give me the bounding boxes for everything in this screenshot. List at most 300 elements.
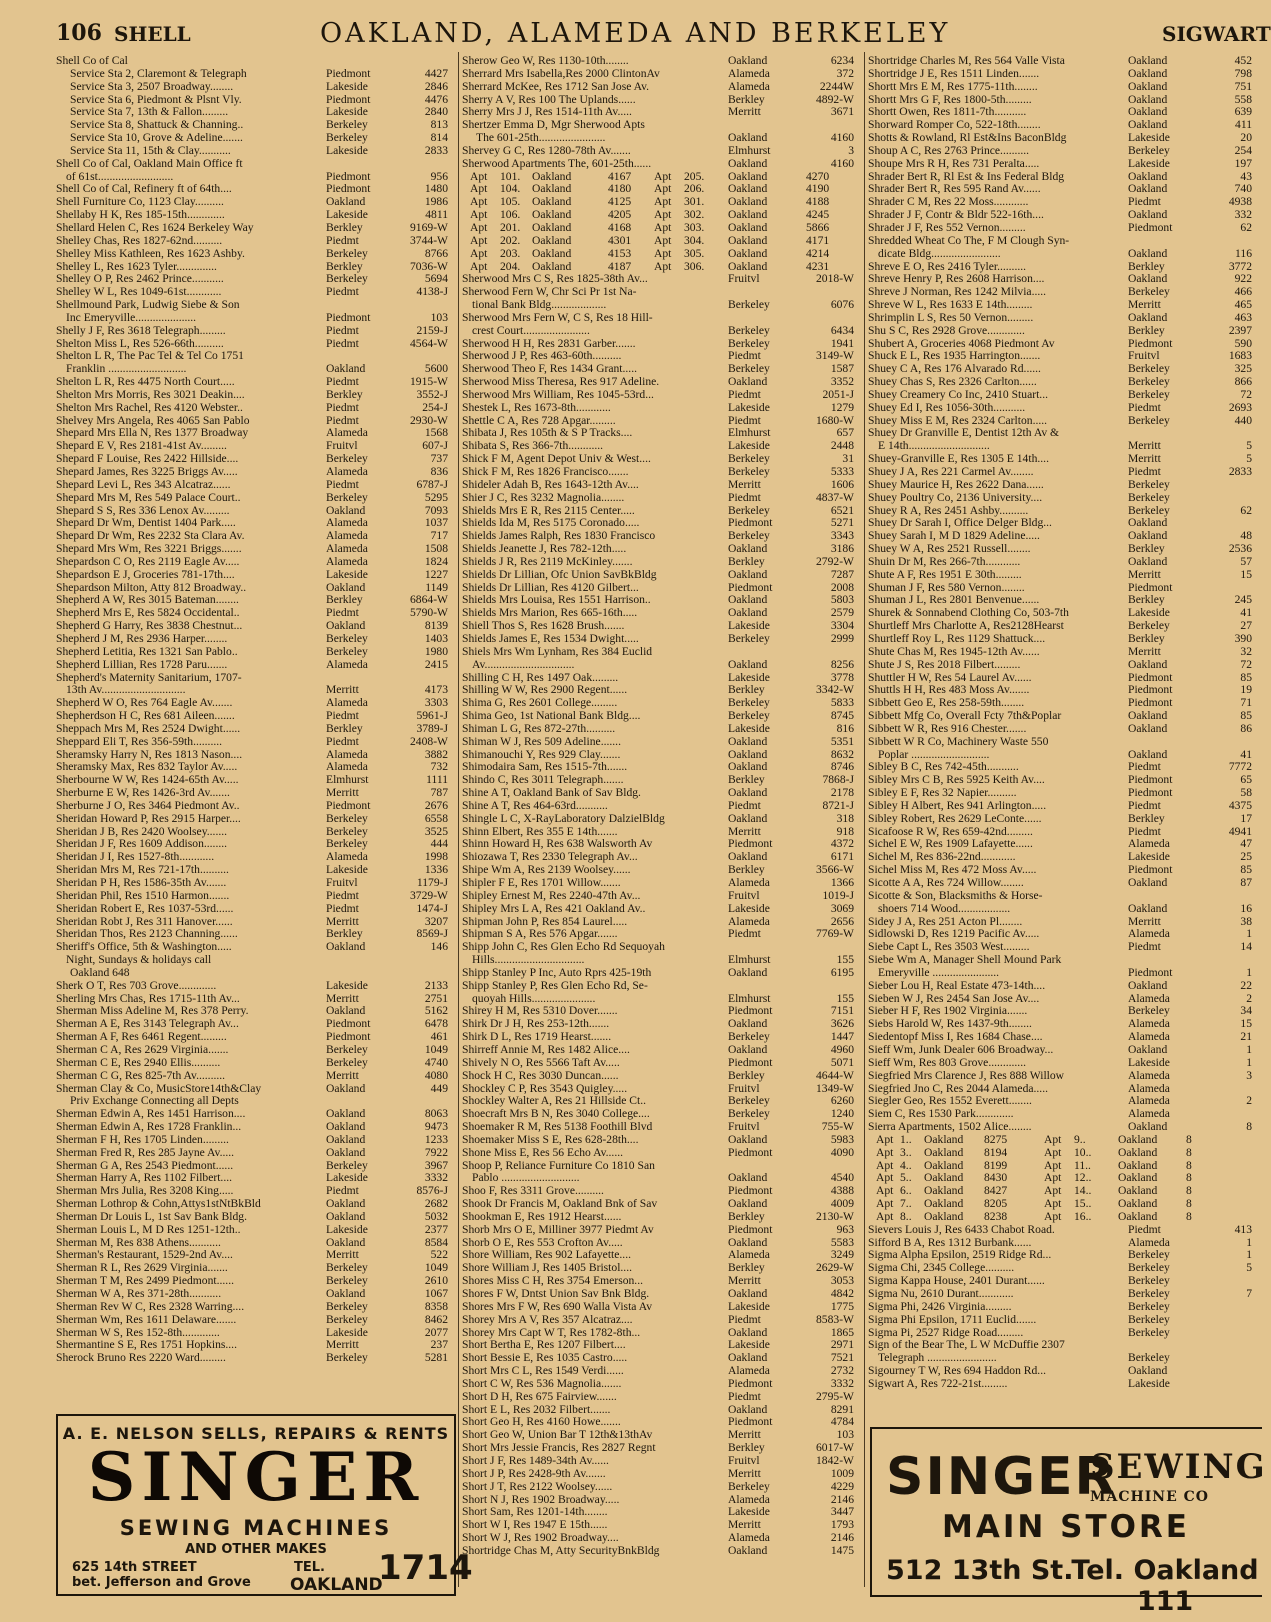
listing-number: 918 bbox=[836, 824, 854, 838]
apartment-cell: Oakland bbox=[924, 1197, 964, 1211]
listing-name: Sherman Wm, Res 1611 Delaware....... bbox=[56, 1312, 237, 1326]
listing-exchange: Berkley bbox=[1128, 631, 1165, 645]
listing-exchange: Oakland bbox=[1128, 554, 1168, 568]
listing-exchange: Fruitvl bbox=[728, 272, 760, 286]
apartment-row bbox=[462, 222, 860, 235]
listing-exchange: Berkeley bbox=[728, 696, 770, 710]
listing-number: 4811 bbox=[425, 208, 448, 222]
apartment-cell: Oakland bbox=[532, 195, 572, 209]
listing-exchange: Berkeley bbox=[326, 811, 368, 825]
listing-number: 5803 bbox=[830, 593, 854, 607]
listing-number: 3671 bbox=[830, 105, 854, 119]
listing-name: Shindo C, Res 3011 Telegraph....... bbox=[462, 773, 624, 787]
listing-number: 4476 bbox=[424, 92, 448, 106]
listing-exchange: Piedmt bbox=[728, 1389, 761, 1403]
listing-name: Shields Jeanette J, Res 782-12th..... bbox=[462, 542, 627, 556]
listing-name: Sherman Lothrop & Cohn,Attys1stNtBkBld bbox=[56, 1197, 261, 1211]
listing-number: 732 bbox=[430, 760, 448, 774]
listing-number: 2133 bbox=[424, 978, 448, 992]
listing-name: Shibata J, Res 105th & S P Tracks.... bbox=[462, 426, 633, 440]
listing-name: Shurek & Sonnabend Clothing Co, 503-7th bbox=[868, 606, 1069, 620]
apartment-cell: 8427 bbox=[984, 1184, 1008, 1198]
apartment-cell: 3.. bbox=[900, 1145, 912, 1159]
listing-name: Sherbourne W W, Res 1424-65th Av..... bbox=[56, 773, 239, 787]
listing-name: Shores Mrs F W, Res 690 Walla Vista Av bbox=[462, 1299, 652, 1313]
listing-name: Shick F M, Agent Depot Univ & West.... bbox=[462, 452, 651, 466]
listing-number: 15 bbox=[1240, 567, 1252, 581]
listing-exchange: Oakland bbox=[1128, 747, 1168, 761]
listing-row bbox=[868, 890, 1258, 903]
listing-exchange: Berkeley bbox=[1128, 1351, 1170, 1365]
listing-number: 19 bbox=[1240, 683, 1252, 697]
listing-row bbox=[462, 466, 860, 479]
listing-name: Sibley Robert, Res 2629 LeConte...... bbox=[868, 811, 1042, 825]
listing-name: Short Geo W, Union Bar T 12th&13thAv bbox=[462, 1428, 653, 1442]
listing-name: Shoecraft Mrs B N, Res 3040 College.... bbox=[462, 1107, 650, 1121]
listing-exchange: Oakland bbox=[728, 1132, 768, 1146]
listing-row bbox=[462, 980, 860, 993]
listing-name: Sherrard McKee, Res 1712 San Jose Av. bbox=[462, 79, 650, 93]
listing-row bbox=[56, 659, 454, 672]
listing-exchange: Alameda bbox=[1128, 1017, 1170, 1031]
listing-exchange: Oakland bbox=[728, 1325, 768, 1339]
directory-column-1 bbox=[56, 55, 454, 1365]
apartment-cell: Apt bbox=[876, 1158, 894, 1172]
listing-number: 1980 bbox=[424, 644, 448, 658]
listing-row bbox=[56, 903, 454, 916]
apartment-cell: 203. bbox=[500, 246, 521, 260]
listing-number: 85 bbox=[1240, 709, 1252, 723]
listing-exchange: Merritt bbox=[728, 477, 761, 491]
listing-number: 2795-W bbox=[816, 1389, 854, 1403]
page-title: OAKLAND, ALAMEDA AND BERKELEY bbox=[320, 18, 951, 49]
listing-exchange: Lakeside bbox=[728, 721, 770, 735]
listing-exchange: Merritt bbox=[326, 786, 359, 800]
listing-name: Sheridan Howard P, Res 2915 Harper.... bbox=[56, 811, 241, 825]
listing-name: Shrader Bert R, Rl Est & Ins Federal Bldg bbox=[868, 169, 1065, 183]
listing-name: Shrader J F, Contr & Bldr 522-16th.... bbox=[868, 208, 1044, 222]
listing-number: 8139 bbox=[424, 619, 448, 633]
apartment-cell: Apt bbox=[1044, 1197, 1062, 1211]
listing-name: The 601-25th....................... bbox=[476, 131, 606, 145]
listing-exchange: Oakland bbox=[326, 1287, 366, 1300]
listing-row bbox=[462, 890, 860, 903]
listing-exchange: Berkeley bbox=[326, 1312, 368, 1326]
listing-number: 522 bbox=[430, 1248, 448, 1262]
apartment-row bbox=[462, 248, 860, 261]
listing-exchange: Berkley bbox=[326, 593, 363, 607]
listing-number: 72 bbox=[1240, 657, 1252, 671]
listing-row bbox=[56, 569, 454, 582]
apartment-cell: 4205 bbox=[608, 208, 632, 222]
listing-number: 3304 bbox=[830, 619, 854, 633]
listing-exchange: Lakeside bbox=[1128, 850, 1170, 864]
directory-column-3 bbox=[868, 55, 1258, 1391]
listing-name: Shortt Mrs G F, Res 1800-5th......... bbox=[868, 92, 1032, 106]
listing-name: Sherling Mrs Chas, Res 1715-11th Av... bbox=[56, 991, 240, 1005]
listing-name: Shepardson E J, Groceries 781-17th.... bbox=[56, 567, 235, 581]
listing-number: 4138-J bbox=[416, 285, 448, 299]
listing-exchange: Berkley bbox=[728, 1209, 765, 1223]
listing-exchange: Berkley bbox=[326, 259, 363, 273]
listing-exchange: Berkeley bbox=[326, 452, 368, 466]
listing-exchange: Oakland bbox=[1128, 1042, 1168, 1056]
listing-name: Service Sta 7, 13th & Fallon......... bbox=[70, 105, 229, 119]
listing-exchange: Alameda bbox=[1128, 927, 1170, 941]
listing-exchange: Alameda bbox=[326, 760, 368, 774]
listing-name: Shibata S, Res 366-7th............ bbox=[462, 439, 604, 453]
listing-name: Franklin ........................... bbox=[66, 362, 187, 376]
listing-number: 1 bbox=[1246, 1042, 1252, 1056]
listing-exchange: Piedmont bbox=[1128, 696, 1173, 710]
listing-exchange: Lakeside bbox=[1128, 1376, 1170, 1390]
listing-name: Sieff Wm, Junk Dealer 606 Broadway... bbox=[868, 1042, 1054, 1056]
listing-exchange: Merritt bbox=[326, 1338, 359, 1352]
listing-name: Shepard Dr Wm, Res 2232 Sta Clara Av. bbox=[56, 529, 245, 543]
listing-number: 1233 bbox=[424, 1132, 448, 1146]
listing-name: Sherman W A, Res 371-28th........... bbox=[56, 1287, 222, 1300]
listing-number: 2077 bbox=[424, 1325, 448, 1339]
listing-number: 465 bbox=[1234, 298, 1252, 312]
listing-exchange: Berkeley bbox=[728, 465, 770, 478]
listing-name: Shores F W, Dntst Union Sav Bnk Bldg. bbox=[462, 1287, 650, 1300]
listing-exchange: Merritt bbox=[1128, 567, 1161, 581]
listing-exchange: Oakland bbox=[326, 940, 366, 954]
listing-number: 25 bbox=[1240, 850, 1252, 864]
listing-name: Shockley Walter A, Res 21 Hillside Ct.. bbox=[462, 1094, 647, 1108]
apartment-cell: 8194 bbox=[984, 1145, 1008, 1159]
listing-number: 62 bbox=[1240, 220, 1252, 234]
listing-name: Shell Co of Cal bbox=[56, 54, 128, 67]
listing-number: 6195 bbox=[830, 965, 854, 979]
listing-exchange: Oakland bbox=[728, 734, 768, 748]
listing-row bbox=[56, 235, 454, 248]
listing-number: 8462 bbox=[424, 1312, 448, 1326]
listing-number: 6234 bbox=[830, 54, 854, 67]
listing-number: 751 bbox=[1234, 79, 1252, 93]
listing-exchange: Berkeley bbox=[1128, 503, 1170, 517]
listing-number: 7922 bbox=[424, 1145, 448, 1159]
listing-exchange: Oakland bbox=[728, 786, 768, 800]
apartment-row bbox=[462, 235, 860, 248]
listing-number: 4080 bbox=[424, 1068, 448, 1082]
listing-row bbox=[462, 158, 860, 171]
listing-exchange: Piedmont bbox=[326, 1017, 371, 1031]
listing-name: Sieber H F, Res 1902 Virginia....... bbox=[868, 1004, 1028, 1018]
listing-exchange: Alameda bbox=[1128, 1094, 1170, 1108]
listing-exchange: Piedmt bbox=[326, 233, 359, 247]
listing-number: 814 bbox=[430, 131, 448, 145]
listing-exchange: Fruitvl bbox=[326, 439, 358, 453]
apartment-cell: Oakland bbox=[924, 1184, 964, 1198]
listing-exchange: Oakland bbox=[728, 542, 768, 556]
listing-name: Shuck E L, Res 1935 Harrington....... bbox=[868, 349, 1041, 363]
listing-exchange: Piedmt bbox=[728, 349, 761, 363]
listing-number: 254 bbox=[1234, 143, 1252, 157]
listing-row bbox=[56, 1121, 454, 1134]
ad-tagline: A. E. NELSON SELLS, REPAIRS & RENTS bbox=[62, 1424, 450, 1443]
listing-number: 4837-W bbox=[816, 490, 854, 504]
listing-name: Sheridan Mrs M, Res 721-17th.......... bbox=[56, 863, 229, 877]
listing-row bbox=[868, 325, 1258, 338]
ad-subline: AND OTHER MAKES bbox=[185, 1542, 327, 1557]
listing-name: Sieben W J, Res 2454 San Jose Av.... bbox=[868, 991, 1040, 1005]
listing-name: Short Sam, Res 1201-14th........ bbox=[462, 1505, 608, 1519]
listing-name: Shirk D L, Res 1719 Hearst....... bbox=[462, 1030, 612, 1044]
listing-name: Sherman C A, Res 2629 Virginia....... bbox=[56, 1042, 229, 1056]
apartment-cell: 4270 bbox=[806, 169, 830, 183]
listing-name: Shima G, Res 2601 College......... bbox=[462, 696, 618, 710]
listing-exchange: Berkeley bbox=[326, 1261, 368, 1275]
apartment-cell: Apt bbox=[470, 259, 488, 273]
listing-number: 639 bbox=[1234, 105, 1252, 119]
listing-number: 2 bbox=[1246, 991, 1252, 1005]
listing-row bbox=[868, 402, 1258, 415]
listing-number: 1349-W bbox=[816, 1081, 854, 1095]
listing-exchange: Lakeside bbox=[326, 567, 368, 581]
listing-name: Shideler Adah B, Res 1643-12th Av.... bbox=[462, 477, 639, 491]
listing-exchange: Oakland bbox=[326, 503, 366, 517]
listing-exchange: Oakland bbox=[326, 195, 366, 209]
listing-name: Sheridan J I, Res 1527-8th............ bbox=[56, 850, 215, 864]
listing-row bbox=[462, 1070, 860, 1083]
listing-exchange: Fruitvl bbox=[1128, 349, 1160, 363]
listing-row bbox=[462, 1121, 860, 1134]
listing-row bbox=[868, 1121, 1258, 1134]
apartment-cell: Apt bbox=[1044, 1145, 1062, 1159]
listing-number: 85 bbox=[1240, 670, 1252, 684]
listing-row bbox=[462, 389, 860, 402]
listing-number: 6171 bbox=[830, 850, 854, 864]
listing-name: Shipp Stanley P Inc, Auto Rprs 425-19th bbox=[462, 965, 652, 979]
listing-number: 4644-W bbox=[816, 1068, 854, 1082]
listing-name: Shuey W A, Res 2521 Russell........ bbox=[868, 542, 1031, 556]
listing-exchange: Berkley bbox=[326, 927, 363, 941]
listing-row bbox=[868, 492, 1258, 505]
listing-name: Shields Mrs Louisa, Res 1551 Harrison.. bbox=[462, 593, 651, 607]
listing-number: 657 bbox=[836, 426, 854, 440]
ad-tel-exchange: OAKLAND bbox=[290, 1575, 383, 1595]
listing-row bbox=[868, 1057, 1258, 1070]
listing-name: Service Sta 11, 15th & Clay........... bbox=[70, 143, 231, 157]
ad-word: SEWING bbox=[1090, 1447, 1267, 1487]
apartment-cell: Oakland bbox=[532, 220, 572, 234]
apartment-cell: 6.. bbox=[900, 1184, 912, 1198]
listing-name: Shermantine S E, Res 1751 Hopkins.... bbox=[56, 1338, 237, 1352]
apartment-cell: 4167 bbox=[608, 169, 632, 183]
listing-number: 2629-W bbox=[816, 1261, 854, 1275]
listing-exchange: Alameda bbox=[326, 696, 368, 710]
listing-exchange: Alameda bbox=[326, 465, 368, 478]
listing-name: Shilling C H, Res 1497 Oak......... bbox=[462, 670, 619, 684]
listing-row bbox=[56, 1134, 454, 1147]
listing-name: Shipley Mrs L A, Res 421 Oakland Av.. bbox=[462, 901, 646, 915]
listing-exchange: Piedmont bbox=[728, 1376, 773, 1390]
listing-number: 58 bbox=[1240, 786, 1252, 800]
listing-number: 3342-W bbox=[816, 683, 854, 697]
listing-row bbox=[462, 1288, 860, 1301]
ad-store: MAIN STORE bbox=[942, 1509, 1190, 1545]
listing-number: 87 bbox=[1240, 876, 1252, 889]
listing-number: 558 bbox=[1234, 92, 1252, 106]
listing-exchange: Oakland bbox=[728, 1287, 768, 1300]
listing-number: 4427 bbox=[424, 66, 448, 80]
listing-exchange: Berkeley bbox=[728, 529, 770, 543]
listing-exchange: Piedmont bbox=[728, 1055, 773, 1069]
listing-exchange: Berkeley bbox=[326, 1055, 368, 1069]
listing-name: Sherburne J O, Res 3464 Piedmont Av.. bbox=[56, 798, 240, 812]
apartment-cell: 8 bbox=[1186, 1132, 1192, 1146]
listing-exchange: Lakeside bbox=[728, 901, 770, 915]
listing-name: Shone Miss E, Res 56 Echo Av...... bbox=[462, 1145, 624, 1159]
listing-number: 4941 bbox=[1228, 824, 1252, 838]
listing-number: 3186 bbox=[830, 542, 854, 556]
listing-number: 2656 bbox=[830, 914, 854, 928]
listing-row bbox=[56, 556, 454, 569]
listing-row bbox=[462, 710, 860, 723]
listing-exchange: Piedmt bbox=[326, 901, 359, 915]
apartment-cell: 12.. bbox=[1074, 1171, 1092, 1185]
listing-exchange: Oakland bbox=[728, 811, 768, 825]
listing-row bbox=[462, 1532, 860, 1545]
listing-exchange: Berkley bbox=[326, 387, 363, 401]
listing-number: 2732 bbox=[830, 1364, 854, 1378]
listing-name: Telegraph ........................ bbox=[878, 1351, 997, 1365]
listing-number: 2018-W bbox=[816, 272, 854, 286]
listing-name: Service Sta 2, Claremont & Telegraph bbox=[70, 66, 247, 80]
listing-exchange: Piedmt bbox=[1128, 1222, 1161, 1236]
apartment-cell: Apt bbox=[654, 220, 672, 234]
listing-name: Shipp John C, Res Glen Echo Rd Sequoyah bbox=[462, 940, 665, 954]
listing-exchange: Oakland bbox=[1128, 876, 1168, 889]
listing-row bbox=[868, 903, 1258, 916]
listing-exchange: Berkeley bbox=[326, 1351, 368, 1365]
listing-exchange: Piedmont bbox=[728, 1004, 773, 1018]
listing-name: Shively N O, Res 5566 Taft Av..... bbox=[462, 1055, 620, 1069]
listing-name: Sherman Miss Adeline M, Res 378 Perry. bbox=[56, 1004, 249, 1018]
listing-exchange: Alameda bbox=[326, 529, 368, 543]
listing-exchange: Berkeley bbox=[728, 1094, 770, 1108]
listing-name: Shuey Chas S, Res 2326 Carlton...... bbox=[868, 375, 1037, 389]
listing-number: 2377 bbox=[424, 1222, 448, 1236]
listing-name: Shuey Sarah I, M D 1829 Adeline..... bbox=[868, 529, 1040, 543]
apartment-cell: Apt bbox=[654, 259, 672, 273]
listing-name: Shock H C, Res 3030 Duncan...... bbox=[462, 1068, 619, 1082]
listing-number: 4160 bbox=[830, 131, 854, 145]
apartment-cell: 204. bbox=[500, 259, 521, 273]
listing-row bbox=[462, 132, 860, 145]
listing-exchange: Lakeside bbox=[728, 619, 770, 633]
listing-number: 836 bbox=[430, 465, 448, 478]
listing-number: 5583 bbox=[830, 1235, 854, 1249]
listing-name: Sheridan Phil, Res 1510 Harmon....... bbox=[56, 888, 230, 902]
listing-number: 6017-W bbox=[816, 1441, 854, 1455]
listing-exchange: Oakland bbox=[326, 1004, 366, 1018]
listing-row bbox=[56, 646, 454, 659]
ad-address: 512 13th St. bbox=[886, 1555, 1074, 1586]
listing-row bbox=[56, 954, 454, 967]
listing-name: Shorey Mrs Capt W T, Res 1782-8th... bbox=[462, 1325, 641, 1339]
listing-number: 922 bbox=[1234, 272, 1252, 286]
listing-exchange: Merritt bbox=[326, 1248, 359, 1262]
listing-row bbox=[56, 800, 454, 813]
listing-row bbox=[56, 325, 454, 338]
listing-number: 237 bbox=[430, 1338, 448, 1352]
listing-exchange: Oakland bbox=[326, 1132, 366, 1146]
listing-exchange: Piedmont bbox=[326, 66, 371, 80]
listing-exchange: Berkley bbox=[728, 1261, 765, 1275]
listing-exchange: Berkeley bbox=[728, 336, 770, 350]
listing-name: Sherman C G, Res 825-7th Av.......... bbox=[56, 1068, 226, 1082]
listing-exchange: Piedmont bbox=[326, 310, 371, 324]
listing-exchange: Berkeley bbox=[326, 837, 368, 851]
listing-name: Sherman Louis L, M D Res 1251-12th.. bbox=[56, 1222, 241, 1236]
listing-name: Av............................... bbox=[472, 657, 575, 671]
listing-name: Shute A F, Res 1951 E 30th......... bbox=[868, 567, 1022, 581]
listing-name: Sheridan Robt J, Res 311 Hanover...... bbox=[56, 914, 233, 928]
listing-row bbox=[868, 1378, 1258, 1391]
listing-number: 62 bbox=[1240, 503, 1252, 517]
listing-row bbox=[462, 312, 860, 325]
left-guide-word: SHELL bbox=[114, 22, 191, 46]
listing-row bbox=[56, 479, 454, 492]
ad-address bbox=[72, 1560, 251, 1590]
listing-name: Sibbett Geo E, Res 258-59th........ bbox=[868, 696, 1025, 710]
listing-number: 4892-W bbox=[816, 92, 854, 106]
listing-number: 3447 bbox=[830, 1505, 854, 1519]
listing-name: Priv Exchange Connecting all Depts bbox=[70, 1094, 239, 1108]
listing-number: 1227 bbox=[424, 567, 448, 581]
listing-row bbox=[868, 158, 1258, 171]
apartment-cell: 8205 bbox=[984, 1197, 1008, 1211]
listing-name: Shubert A, Groceries 4068 Piedmont Av bbox=[868, 336, 1055, 350]
apartment-cell: 202. bbox=[500, 233, 521, 247]
listing-name: Sherwood Theo F, Res 1434 Grant..... bbox=[462, 362, 638, 376]
listing-row bbox=[868, 389, 1258, 402]
directory-column-2 bbox=[462, 55, 860, 1558]
listing-number: 4784 bbox=[830, 1415, 854, 1429]
listing-exchange: Berkley bbox=[728, 1068, 765, 1082]
listing-name: Inc Emeryville..................... bbox=[66, 310, 197, 324]
listing-exchange: Berkeley bbox=[1128, 619, 1170, 633]
listing-exchange: Alameda bbox=[728, 1531, 770, 1545]
listing-number: 86 bbox=[1240, 721, 1252, 735]
listing-exchange: Alameda bbox=[728, 66, 770, 80]
listing-name: Shortridge J E, Res 1511 Linden....... bbox=[868, 66, 1040, 80]
listing-name: Sigma Chi, 2345 College.......... bbox=[868, 1261, 1015, 1275]
listing-row bbox=[462, 492, 860, 505]
listing-exchange: Oakland bbox=[1128, 182, 1168, 196]
listing-name: Shuey Miss E M, Res 2324 Carlton..... bbox=[868, 413, 1048, 427]
listing-number: 103 bbox=[836, 1428, 854, 1442]
listing-exchange: Piedmont bbox=[326, 169, 371, 183]
listing-exchange: Merritt bbox=[326, 991, 359, 1005]
listing-name: Sicotte A A, Res 724 Willow........ bbox=[868, 876, 1024, 889]
listing-number: 3249 bbox=[830, 1248, 854, 1262]
listing-row bbox=[462, 967, 860, 980]
column-divider bbox=[458, 52, 459, 1587]
listing-name: Shipler F E, Res 1701 Willow....... bbox=[462, 876, 621, 889]
listing-number: 2415 bbox=[424, 657, 448, 671]
apartment-cell: 4171 bbox=[806, 233, 830, 247]
listing-exchange: Alameda bbox=[326, 516, 368, 530]
listing-number: 1240 bbox=[830, 1107, 854, 1121]
listing-number: 1149 bbox=[425, 580, 448, 594]
listing-name: Shortridge Chas M, Atty SecurityBnkBldg bbox=[462, 1543, 660, 1557]
listing-number: 1049 bbox=[424, 1261, 448, 1275]
listing-number: 1915-W bbox=[410, 375, 448, 389]
listing-name: Sheramsky Harry N, Res 1813 Nason.... bbox=[56, 747, 243, 761]
